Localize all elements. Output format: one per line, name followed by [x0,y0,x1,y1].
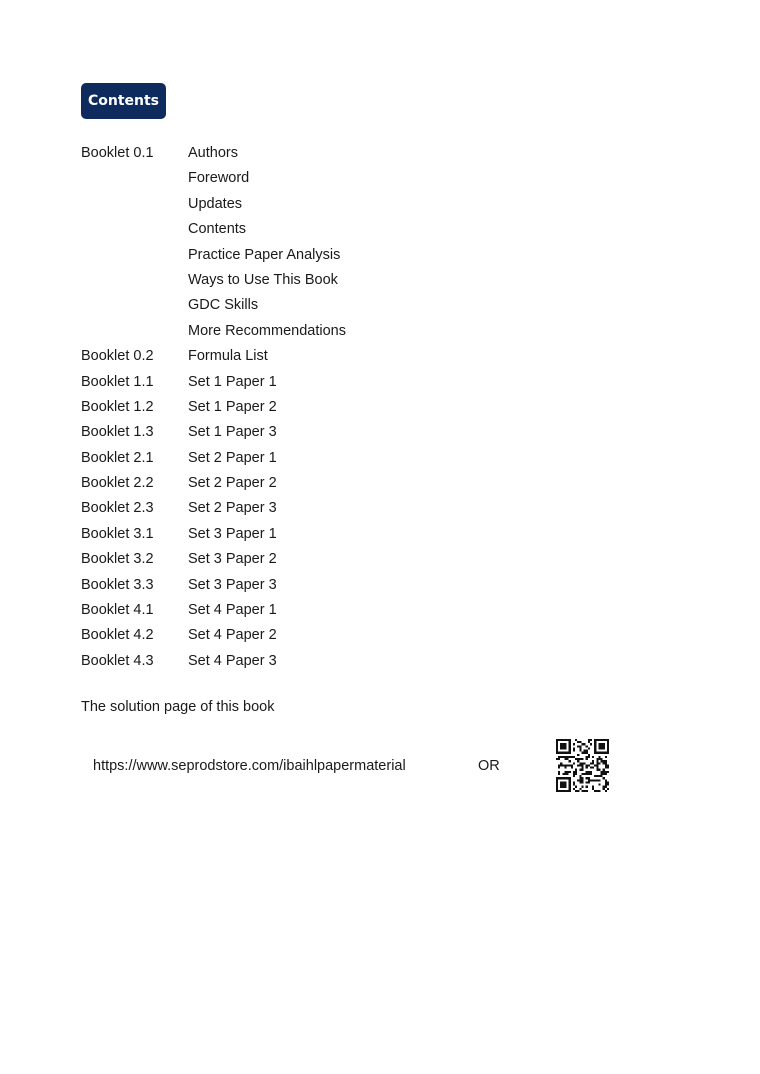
booklet-titles [188,573,501,598]
toc-item-title: Set 1 Paper 3 [188,424,277,441]
toc-entry [81,598,501,623]
toc-item-title: Authors [188,145,238,161]
toc-entry [81,420,501,445]
toc-entry [81,547,501,572]
booklet-code: Booklet 2.3 [81,500,154,517]
toc-item-title: Set 1 Paper 2 [188,398,277,415]
toc-item-title: Set 2 Paper 3 [188,500,277,517]
contents-badge: Contents [81,83,166,119]
booklet-titles [188,547,501,572]
toc-entry [81,370,501,395]
toc-item-title: Set 4 Paper 2 [188,627,277,644]
booklet-code: Booklet 2.2 [81,475,154,492]
toc-entry [81,446,501,471]
booklet-titles [188,623,501,648]
toc-entry [81,623,501,648]
toc-item-title: Set 4 Paper 1 [188,602,277,619]
booklet-titles [188,420,501,445]
toc-entry [81,141,501,344]
booklet-code: Booklet 3.2 [81,551,154,568]
booklet-code: Booklet 3.3 [81,576,154,593]
solution-url-link[interactable]: https://www.seprodstore.com/ibaihlpapermaterial [93,758,406,774]
booklet-titles [188,141,501,344]
booklet-code: Booklet 0.2 [81,348,154,365]
table-of-contents [81,141,501,674]
toc-item-title: More Recommendations [188,322,346,339]
toc-item-title: Set 2 Paper 1 [188,449,277,466]
booklet-code: Booklet 4.3 [81,652,154,669]
solution-label: The solution page of this book [81,699,275,715]
toc-item-title: Set 3 Paper 1 [188,525,277,542]
booklet-titles [188,598,501,623]
toc-entry [81,522,501,547]
toc-item-title: Practice Paper Analysis [188,246,341,263]
toc-entry [81,649,501,674]
booklet-code: Booklet 1.1 [81,373,154,390]
booklet-code: Booklet 4.2 [81,627,154,644]
booklet-titles [188,446,501,471]
qr-code-icon[interactable] [556,739,609,792]
toc-item-title: Set 4 Paper 3 [188,652,277,669]
toc-item-title: Formula List [188,348,268,365]
booklet-code: Booklet 1.3 [81,424,154,441]
booklet-code: Booklet 0.1 [81,145,154,161]
booklet-titles [188,370,501,395]
toc-entry [81,395,501,420]
booklet-titles [188,395,501,420]
toc-entry [81,471,501,496]
booklet-code: Booklet 4.1 [81,602,154,619]
booklet-titles [188,496,501,521]
toc-item-title: Ways to Use This Book [188,271,338,288]
toc-item-title: Updates [188,195,243,212]
toc-entry [81,573,501,598]
booklet-titles [188,649,501,674]
booklet-titles [188,344,501,369]
booklet-code: Booklet 3.1 [81,525,154,542]
booklet-titles [188,471,501,496]
toc-item-title: Set 3 Paper 2 [188,551,277,568]
toc-item-title: Contents [188,221,247,238]
toc-item-title: Set 1 Paper 1 [188,373,277,390]
booklet-titles [188,522,501,547]
booklet-code: Booklet 2.1 [81,449,154,466]
toc-item-title: Set 2 Paper 2 [188,475,277,492]
toc-entry [81,496,501,521]
toc-entry [81,344,501,369]
toc-item-title: Set 3 Paper 3 [188,576,277,593]
booklet-code: Booklet 1.2 [81,398,154,415]
toc-item-title: Foreword [188,170,250,187]
toc-item-title: GDC Skills [188,297,259,314]
or-text: OR [478,758,500,774]
